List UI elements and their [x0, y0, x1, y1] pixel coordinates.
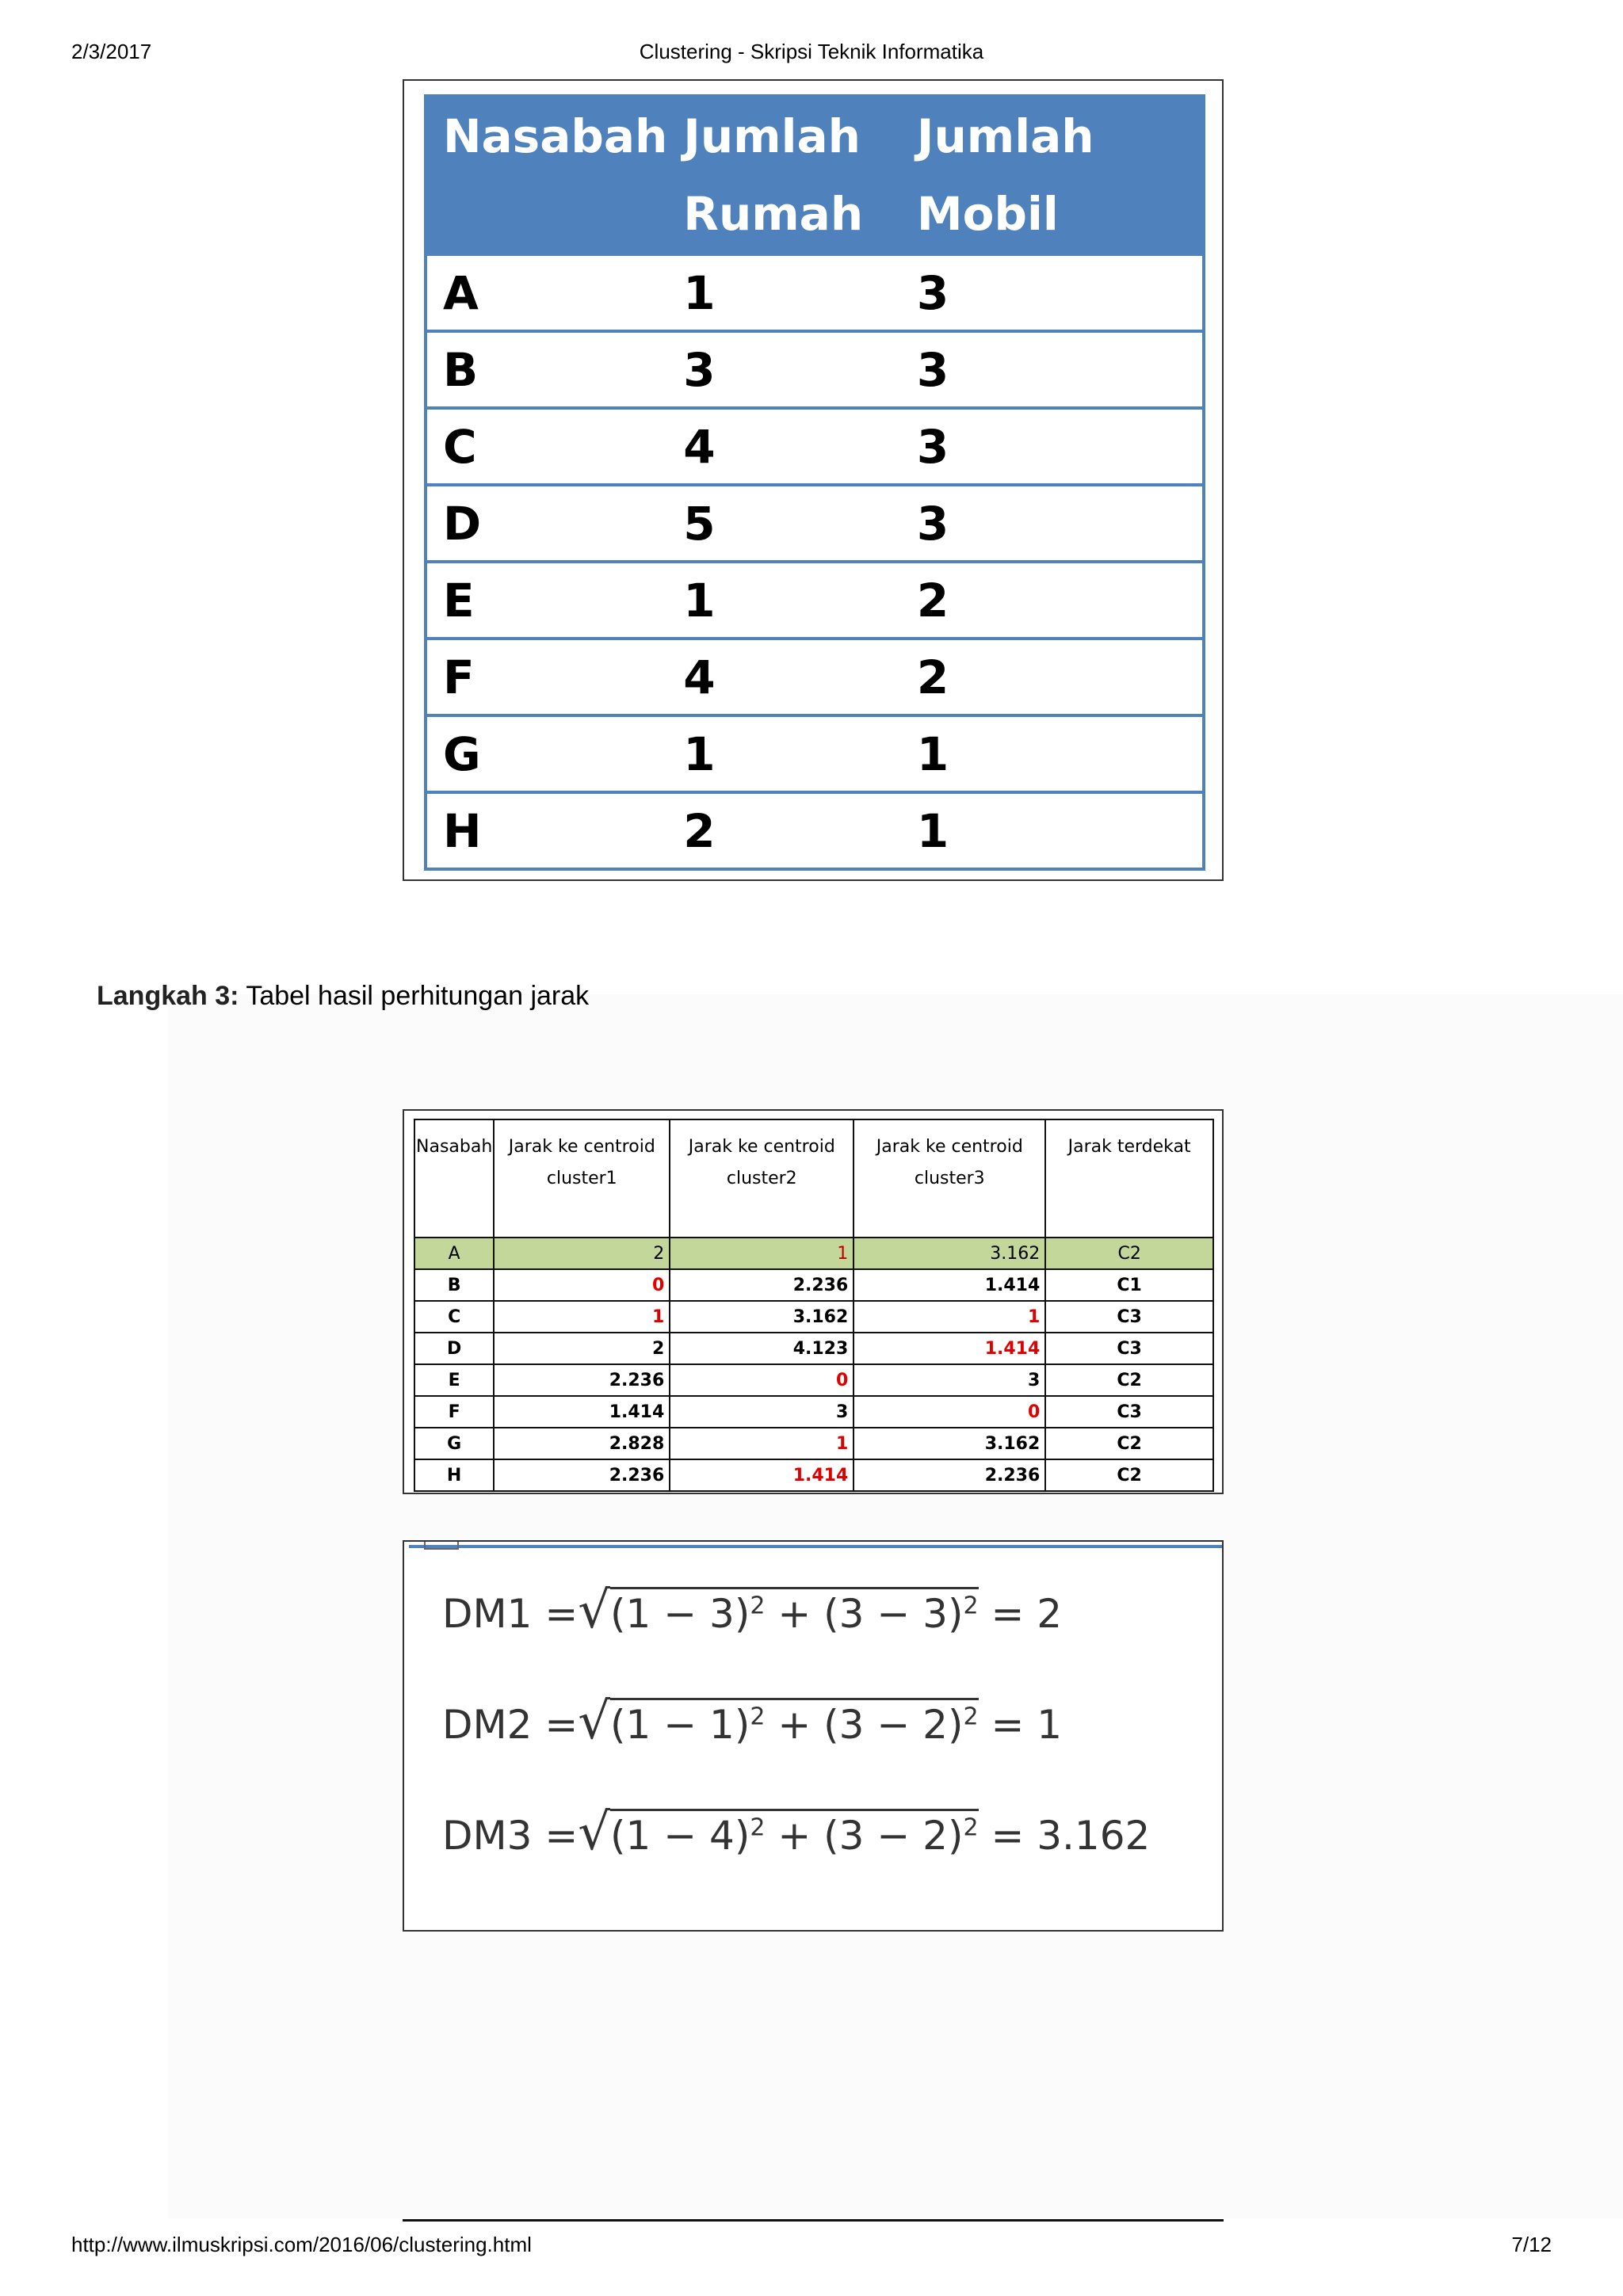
image-tab-marker: [424, 1542, 459, 1550]
header-cluster3: Jarak ke centroid cluster3: [854, 1119, 1045, 1238]
table-cell: F: [426, 639, 667, 715]
table-row: [426, 562, 1204, 639]
formula-radicand: $(1 - 1)^2 + (3 - 2)^2$: [610, 1698, 979, 1748]
table-cell: 1: [670, 1238, 854, 1269]
distance-formula: [442, 1803, 1150, 1862]
table-cell: 4: [667, 408, 901, 485]
table-cell: 2: [901, 562, 1204, 639]
table-cell: 1.414: [854, 1333, 1045, 1364]
table2-image: [403, 1109, 1224, 1494]
table-cell: G: [414, 1428, 494, 1459]
table-cell: A: [414, 1238, 494, 1269]
table-cell: 1: [901, 792, 1204, 869]
table-cell: 1: [667, 254, 901, 331]
table-cell: 1: [901, 715, 1204, 792]
table-cell: 1: [667, 715, 901, 792]
sqrt-icon: √: [578, 1581, 611, 1640]
table-row: [426, 715, 1204, 792]
header-nasabah: Nasabah: [426, 96, 667, 254]
table-cell: C: [426, 408, 667, 485]
table-cell: 3.162: [854, 1238, 1045, 1269]
table-cell: 4.123: [670, 1333, 854, 1364]
table-cell: 1: [667, 562, 901, 639]
header-nasabah: Nasabah: [414, 1119, 494, 1238]
table-row: [426, 331, 1204, 408]
table-cell: 2: [901, 639, 1204, 715]
table-cell: 2.236: [854, 1459, 1045, 1491]
distance-formula: [442, 1692, 1062, 1751]
formula-result: = 1: [978, 1702, 1063, 1748]
table-cell: C1: [1045, 1269, 1213, 1301]
table-row: [414, 1301, 1213, 1333]
table-cell: E: [426, 562, 667, 639]
formula-label: DM2 =: [442, 1702, 579, 1748]
table-cell: 2: [667, 792, 901, 869]
formula-result: = 2: [978, 1591, 1063, 1637]
table-cell: A: [426, 254, 667, 331]
formula-image: [403, 1540, 1224, 1932]
table-row: [414, 1396, 1213, 1428]
table-row: [414, 1269, 1213, 1301]
table-cell: 3: [901, 331, 1204, 408]
table-row: [426, 792, 1204, 869]
header-jarak-terdekat: Jarak terdekat: [1045, 1119, 1213, 1238]
table-cell: 1: [494, 1301, 670, 1333]
table-cell: C2: [1045, 1364, 1213, 1396]
table-cell: 0: [854, 1396, 1045, 1428]
formula-radicand: $(1 - 4)^2 + (3 - 2)^2$: [610, 1809, 979, 1859]
table-cell: 1: [670, 1428, 854, 1459]
table-cell: C3: [1045, 1333, 1213, 1364]
table-cell: C2: [1045, 1459, 1213, 1491]
table-cell: 4: [667, 639, 901, 715]
table-cell: 3.162: [670, 1301, 854, 1333]
page-title: Clustering - Skripsi Teknik Informatika: [639, 40, 984, 63]
table1-image: [403, 79, 1224, 881]
table-row: [414, 1459, 1213, 1491]
table-cell: D: [426, 485, 667, 562]
page-number: 7/12: [1511, 2233, 1552, 2256]
table-row: [426, 639, 1204, 715]
table-cell: C3: [1045, 1396, 1213, 1428]
table-cell: B: [426, 331, 667, 408]
formula-label: DM1 =: [442, 1591, 579, 1637]
table-cell: G: [426, 715, 667, 792]
table-cell: 3: [901, 408, 1204, 485]
header-jumlah-rumah: Jumlah Rumah: [667, 96, 901, 254]
header-cluster1: Jarak ke centroid cluster1: [494, 1119, 670, 1238]
distance-table: [414, 1119, 1214, 1492]
table-row: [414, 1238, 1213, 1269]
sqrt-icon: √: [578, 1803, 611, 1862]
table-cell: H: [426, 792, 667, 869]
table-cell: C3: [1045, 1301, 1213, 1333]
table-cell: 3: [854, 1364, 1045, 1396]
table-row: [426, 408, 1204, 485]
table-cell: H: [414, 1459, 494, 1491]
table-cell: 3.162: [854, 1428, 1045, 1459]
step-text: Tabel hasil perhitungan jarak: [246, 981, 590, 1011]
header-jumlah-mobil: Jumlah Mobil: [901, 96, 1204, 254]
footer-rule: [403, 2219, 1224, 2222]
step-label: Langkah 3:: [97, 981, 239, 1011]
table-cell: E: [414, 1364, 494, 1396]
table-cell: 3: [670, 1396, 854, 1428]
table-header-row: [426, 96, 1204, 254]
table-row: [414, 1333, 1213, 1364]
table-cell: 2: [494, 1238, 670, 1269]
table-cell: 1.414: [854, 1269, 1045, 1301]
table-cell: 1.414: [494, 1396, 670, 1428]
table-cell: C2: [1045, 1238, 1213, 1269]
table-cell: F: [414, 1396, 494, 1428]
table-cell: 0: [494, 1269, 670, 1301]
sqrt-icon: √: [578, 1692, 611, 1751]
table-cell: B: [414, 1269, 494, 1301]
print-date: 2/3/2017: [71, 40, 152, 63]
table-row: [426, 485, 1204, 562]
table-cell: 3: [901, 485, 1204, 562]
table-cell: D: [414, 1333, 494, 1364]
footer-url: http://www.ilmuskripsi.com/2016/06/clustering.html: [71, 2233, 532, 2256]
table-cell: 1.414: [670, 1459, 854, 1491]
table-cell: 2.236: [670, 1269, 854, 1301]
table-cell: 1: [854, 1301, 1045, 1333]
table-cell: 0: [670, 1364, 854, 1396]
nasabah-table: [424, 94, 1205, 871]
table-header-row: [414, 1119, 1213, 1238]
formula-label: DM3 =: [442, 1813, 579, 1859]
table-cell: 2.236: [494, 1459, 670, 1491]
table-row: [414, 1428, 1213, 1459]
distance-formula: [442, 1581, 1062, 1640]
step-3-heading: [97, 981, 589, 1012]
table-cell: C2: [1045, 1428, 1213, 1459]
table-row: [426, 254, 1204, 331]
table-cell: 2.828: [494, 1428, 670, 1459]
table-row: [414, 1364, 1213, 1396]
formula-radicand: $(1 - 3)^2 + (3 - 3)^2$: [610, 1587, 979, 1637]
table-cell: C: [414, 1301, 494, 1333]
table-cell: 2.236: [494, 1364, 670, 1396]
table-cell: 5: [667, 485, 901, 562]
table-cell: 3: [901, 254, 1204, 331]
formula-result: = 3.162: [978, 1813, 1151, 1859]
header-cluster2: Jarak ke centroid cluster2: [670, 1119, 854, 1238]
table-cell: 2: [494, 1333, 670, 1364]
table-cell: 3: [667, 331, 901, 408]
